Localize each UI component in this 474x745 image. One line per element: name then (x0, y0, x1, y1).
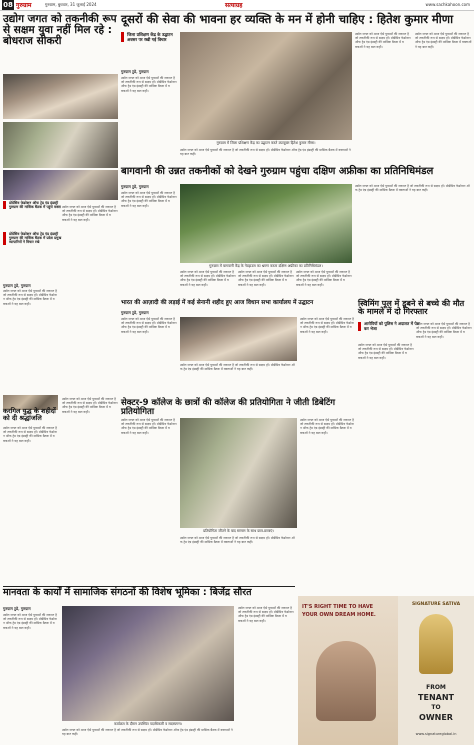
agri-photo (180, 184, 352, 263)
college-body-c: उद्योग जगत को आज ऐसे युवाओं की जरूरत है जो तकनीकी रूप से सक्षम हों। प्रोग्रेसिव फेडरेशन ऑफ ट्रेड एंड इंडस्ट्री की मासिक बैठक में वक्ताओं ने यह बात कही। (300, 418, 354, 435)
real-estate-ad[interactable] (298, 596, 474, 745)
college-headline: सेक्टर-9 कॉलेज के छात्रों की कॉलेज की प्रतियोगिता ने जीती डिबेटिंग प्रतियोगिता (121, 398, 336, 417)
mid-dateline: गुरुग्राम टुडे, गुरुग्राम (121, 310, 149, 315)
mid-body-a: उद्योग जगत को आज ऐसे युवाओं की जरूरत है जो तकनीकी रूप से सक्षम हों। प्रोग्रेसिव फेडरेशन ऑफ ट्रेड एंड इंडस्ट्री की मासिक बैठक में वक्ताओं ने यह बात कही। (121, 317, 177, 334)
ad-couple-image (316, 641, 376, 721)
top-caption: गुरुग्राम में जिला प्रशिक्षण केंद्र का उद्घाटन करते उपायुक्त हितेश कुमार मीणा। (216, 141, 316, 145)
top-dateline: गुरुग्राम टुडे, गुरुग्राम (121, 69, 149, 74)
wreath-body-c: उद्योग जगत को आज ऐसे युवाओं की जरूरत है जो तकनीकी रूप से सक्षम हों। प्रोग्रेसिव फेडरेशन ऑफ ट्रेड एंड इंडस्ट्री की मासिक बैठक में वक्ताओं ने यह बात कही। (238, 606, 294, 623)
mid-photo (180, 317, 297, 361)
top-photo (180, 32, 352, 140)
agri-dateline: गुरुग्राम टुडे, गुरुग्राम (121, 184, 149, 189)
martyr-headline: करगिल युद्ध के शहीदों को दी श्रद्धांजलि (3, 407, 56, 422)
top-body-b: उद्योग जगत को आज ऐसे युवाओं की जरूरत है जो तकनीकी रूप से सक्षम हों। प्रोग्रेसिव फेडरेशन ऑफ ट्रेड एंड इंडस्ट्री की मासिक बैठक में वक्ताओं ने यह बात कही। (180, 148, 351, 157)
mid-body-c: उद्योग जगत को आज ऐसे युवाओं की जरूरत है जो तकनीकी रूप से सक्षम हों। प्रोग्रेसिव फेडरेशन ऑफ ट्रेड एंड इंडस्ट्री की मासिक बैठक में वक्ताओं ने यह बात कही। (300, 317, 354, 334)
wreath-headline: मानवता के कार्यों में सामाजिक संगठनों की विशेष भूमिका : बिजेंद्र सौरत (3, 587, 252, 598)
mid-headline: भारत की आज़ादी की लड़ाई में कई सेनानी शहीद हुए आज विधान सभा कार्यालय में उद्घाटन (121, 300, 314, 306)
left-photo-top (3, 74, 118, 119)
swim-headline: स्विमिंग पूल में डूबने से बच्चे की मौत के मामले में दो गिरफ्तार (358, 299, 465, 317)
ad-line-2: YOUR OWN DREAM HOME. (302, 612, 376, 618)
page-city: गुरुग्राम (16, 2, 32, 9)
left-photo-middle (3, 122, 118, 168)
key-icon (419, 614, 453, 674)
ad-url[interactable]: www.signatureglobal.in (415, 732, 457, 736)
left-headline: उद्योग जगत को तकनीकी रूप से सक्षम युवा नहीं मिल रहे : बोधराज सीकरी (3, 13, 117, 48)
page-date: गुरुग्राम, बुधवार, 31 जुलाई 2024 (45, 2, 97, 7)
agri-body-e: उद्योग जगत को आज ऐसे युवाओं की जरूरत है जो तकनीकी रूप से सक्षम हों। प्रोग्रेसिव फेडरेशन ऑफ ट्रेड एंड इंडस्ट्री की मासिक बैठक में वक्ताओं ने यह बात कही। (355, 184, 470, 193)
top-subhead: जिला प्रशिक्षण केंद्र के उद्घाटन अवसर पर रखी गई विचार (121, 32, 183, 42)
wreath-body-b: उद्योग जगत को आज ऐसे युवाओं की जरूरत है जो तकनीकी रूप से सक्षम हों। प्रोग्रेसिव फेडरेशन ऑफ ट्रेड एंड इंडस्ट्री की मासिक बैठक में वक्ताओं ने यह बात कही। (62, 728, 233, 737)
left-bullet-1: प्रोग्रेसिव फेडरेशन ऑफ ट्रेड एंड इंडस्ट्री गुरुग्राम की मासिक बैठक में पहुंचे वक्ता (3, 201, 64, 209)
college-body-b: उद्योग जगत को आज ऐसे युवाओं की जरूरत है जो तकनीकी रूप से सक्षम हों। प्रोग्रेसिव फेडरेशन ऑफ ट्रेड एंड इंडस्ट्री की मासिक बैठक में वक्ताओं ने यह बात कही। (180, 536, 295, 545)
ad-cta-tenant: TENANT (418, 693, 454, 702)
ad-brand: SIGNATURE SATIVA (411, 602, 461, 607)
ad-line-1: IT'S RIGHT TIME TO HAVE (302, 604, 374, 610)
left-bullet-2: प्रोग्रेसिव फेडरेशन ऑफ ट्रेड एंड इंडस्ट्री गुरुग्राम की मासिक बैठक में प्रदेश प्रमुख व्यापारियों ने विचार रखे (3, 232, 64, 245)
top-headline: दूसरों की सेवा की भावना हर व्यक्ति के मन में होनी चाहिए : हितेश कुमार मीणा (121, 12, 454, 26)
wreath-dateline: गुरुग्राम टुडे, गुरुग्राम (3, 606, 31, 611)
left-dateline: गुरुग्राम टुडे, गुरुग्राम (3, 283, 31, 288)
agri-body-b: उद्योग जगत को आज ऐसे युवाओं की जरूरत है जो तकनीकी रूप से सक्षम हों। प्रोग्रेसिव फेडरेशन ऑफ ट्रेड एंड इंडस्ट्री की मासिक बैठक में वक्ताओं ने यह बात कही। (180, 270, 236, 287)
college-body-a: उद्योग जगत को आज ऐसे युवाओं की जरूरत है जो तकनीकी रूप से सक्षम हों। प्रोग्रेसिव फेडरेशन ऑफ ट्रेड एंड इंडस्ट्री की मासिक बैठक में वक्ताओं ने यह बात कही। (121, 418, 177, 435)
agri-caption: गुरुग्राम में बागवानी केंद्र के नेटहाउस का भ्रमण करता दक्षिण अफ्रीका का प्रतिनिधिमंडल। (209, 264, 323, 268)
left-body-a: उद्योग जगत को आज ऐसे युवाओं की जरूरत है जो तकनीकी रूप से सक्षम हों। प्रोग्रेसिव फेडरेशन ऑफ ट्रेड एंड इंडस्ट्री की मासिक बैठक में वक्ताओं ने यह बात कही। (3, 289, 57, 306)
wreath-caption: कार्यक्रम के दौरान उपस्थित पदाधिकारी व सदस्यगण। (113, 722, 183, 726)
ad-cta-from: FROM (426, 684, 446, 691)
ad-cta-owner: OWNER (419, 713, 453, 722)
ad-cta-panel (398, 596, 474, 745)
left-body-b: उद्योग जगत को आज ऐसे युवाओं की जरूरत है जो तकनीकी रूप से सक्षम हों। प्रोग्रेसिव फेडरेशन ऑफ ट्रेड एंड इंडस्ट्री की मासिक बैठक में वक्ताओं ने यह बात कही। (62, 205, 118, 222)
ad-image-panel (298, 596, 398, 745)
wreath-body-a: उद्योग जगत को आज ऐसे युवाओं की जरूरत है जो तकनीकी रूप से सक्षम हों। प्रोग्रेसिव फेडरेशन ऑफ ट्रेड एंड इंडस्ट्री की मासिक बैठक में वक्ताओं ने यह बात कही। (3, 613, 57, 630)
agri-body-a: उद्योग जगत को आज ऐसे युवाओं की जरूरत है जो तकनीकी रूप से सक्षम हों। प्रोग्रेसिव फेडरेशन ऑफ ट्रेड एंड इंडस्ट्री की मासिक बैठक में वक्ताओं ने यह बात कही। (121, 191, 177, 208)
left-photo-bottom (3, 170, 118, 200)
swim-body-a: उद्योग जगत को आज ऐसे युवाओं की जरूरत है जो तकनीकी रूप से सक्षम हों। प्रोग्रेसिव फेडरेशन ऑफ ट्रेड एंड इंडस्ट्री की मासिक बैठक में वक्ताओं ने यह बात कही। (358, 343, 414, 360)
college-photo (180, 418, 297, 528)
college-caption: प्रतियोगिता जीतने के बाद सम्मान के साथ छात्र-छात्राएं। (203, 529, 274, 533)
top-body-c: उद्योग जगत को आज ऐसे युवाओं की जरूरत है जो तकनीकी रूप से सक्षम हों। प्रोग्रेसिव फेडरेशन ऑफ ट्रेड एंड इंडस्ट्री की मासिक बैठक में वक्ताओं ने यह बात कही। (355, 32, 411, 49)
page-number: 08 (3, 1, 13, 9)
page-brand: सत्याग्रह (225, 2, 243, 9)
mid-body-b: उद्योग जगत को आज ऐसे युवाओं की जरूरत है जो तकनीकी रूप से सक्षम हों। प्रोग्रेसिव फेडरेशन ऑफ ट्रेड एंड इंडस्ट्री की मासिक बैठक में वक्ताओं ने यह बात कही। (180, 363, 295, 372)
top-body-d: उद्योग जगत को आज ऐसे युवाओं की जरूरत है जो तकनीकी रूप से सक्षम हों। प्रोग्रेसिव फेडरेशन ऑफ ट्रेड एंड इंडस्ट्री की मासिक बैठक में वक्ताओं ने यह बात कही। (415, 32, 472, 49)
agri-headline: बागवानी की उन्नत तकनीकों को देखने गुरुग्राम पहुंचा दक्षिण अफ्रीका का प्रतिनिधिमंडल (121, 166, 434, 177)
agri-body-c: उद्योग जगत को आज ऐसे युवाओं की जरूरत है जो तकनीकी रूप से सक्षम हों। प्रोग्रेसिव फेडरेशन ऑफ ट्रेड एंड इंडस्ट्री की मासिक बैठक में वक्ताओं ने यह बात कही। (238, 270, 294, 287)
martyr-body: उद्योग जगत को आज ऐसे युवाओं की जरूरत है जो तकनीकी रूप से सक्षम हों। प्रोग्रेसिव फेडरेशन ऑफ ट्रेड एंड इंडस्ट्री की मासिक बैठक में वक्ताओं ने यह बात कही। (3, 426, 57, 443)
page-url: www.sachkahoon.com (425, 2, 470, 7)
ad-cta-to: TO (431, 704, 441, 711)
left-body-c: उद्योग जगत को आज ऐसे युवाओं की जरूरत है जो तकनीकी रूप से सक्षम हों। प्रोग्रेसिव फेडरेशन ऑफ ट्रेड एंड इंडस्ट्री की मासिक बैठक में वक्ताओं ने यह बात कही। (62, 397, 118, 414)
swim-bullet: आरोपियों को पुलिस ने अदालत में पेश कर भेजा (358, 322, 422, 331)
swim-body-b: उद्योग जगत को आज ऐसे युवाओं की जरूरत है जो तकनीकी रूप से सक्षम हों। प्रोग्रेसिव फेडरेशन ऑफ ट्रेड एंड इंडस्ट्री की मासिक बैठक में वक्ताओं ने यह बात कही। (416, 322, 472, 339)
agri-body-d: उद्योग जगत को आज ऐसे युवाओं की जरूरत है जो तकनीकी रूप से सक्षम हों। प्रोग्रेसिव फेडरेशन ऑफ ट्रेड एंड इंडस्ट्री की मासिक बैठक में वक्ताओं ने यह बात कही। (296, 270, 352, 287)
top-body-a: उद्योग जगत को आज ऐसे युवाओं की जरूरत है जो तकनीकी रूप से सक्षम हों। प्रोग्रेसिव फेडरेशन ऑफ ट्रेड एंड इंडस्ट्री की मासिक बैठक में वक्ताओं ने यह बात कही। (121, 76, 177, 93)
wreath-photo (62, 606, 234, 721)
